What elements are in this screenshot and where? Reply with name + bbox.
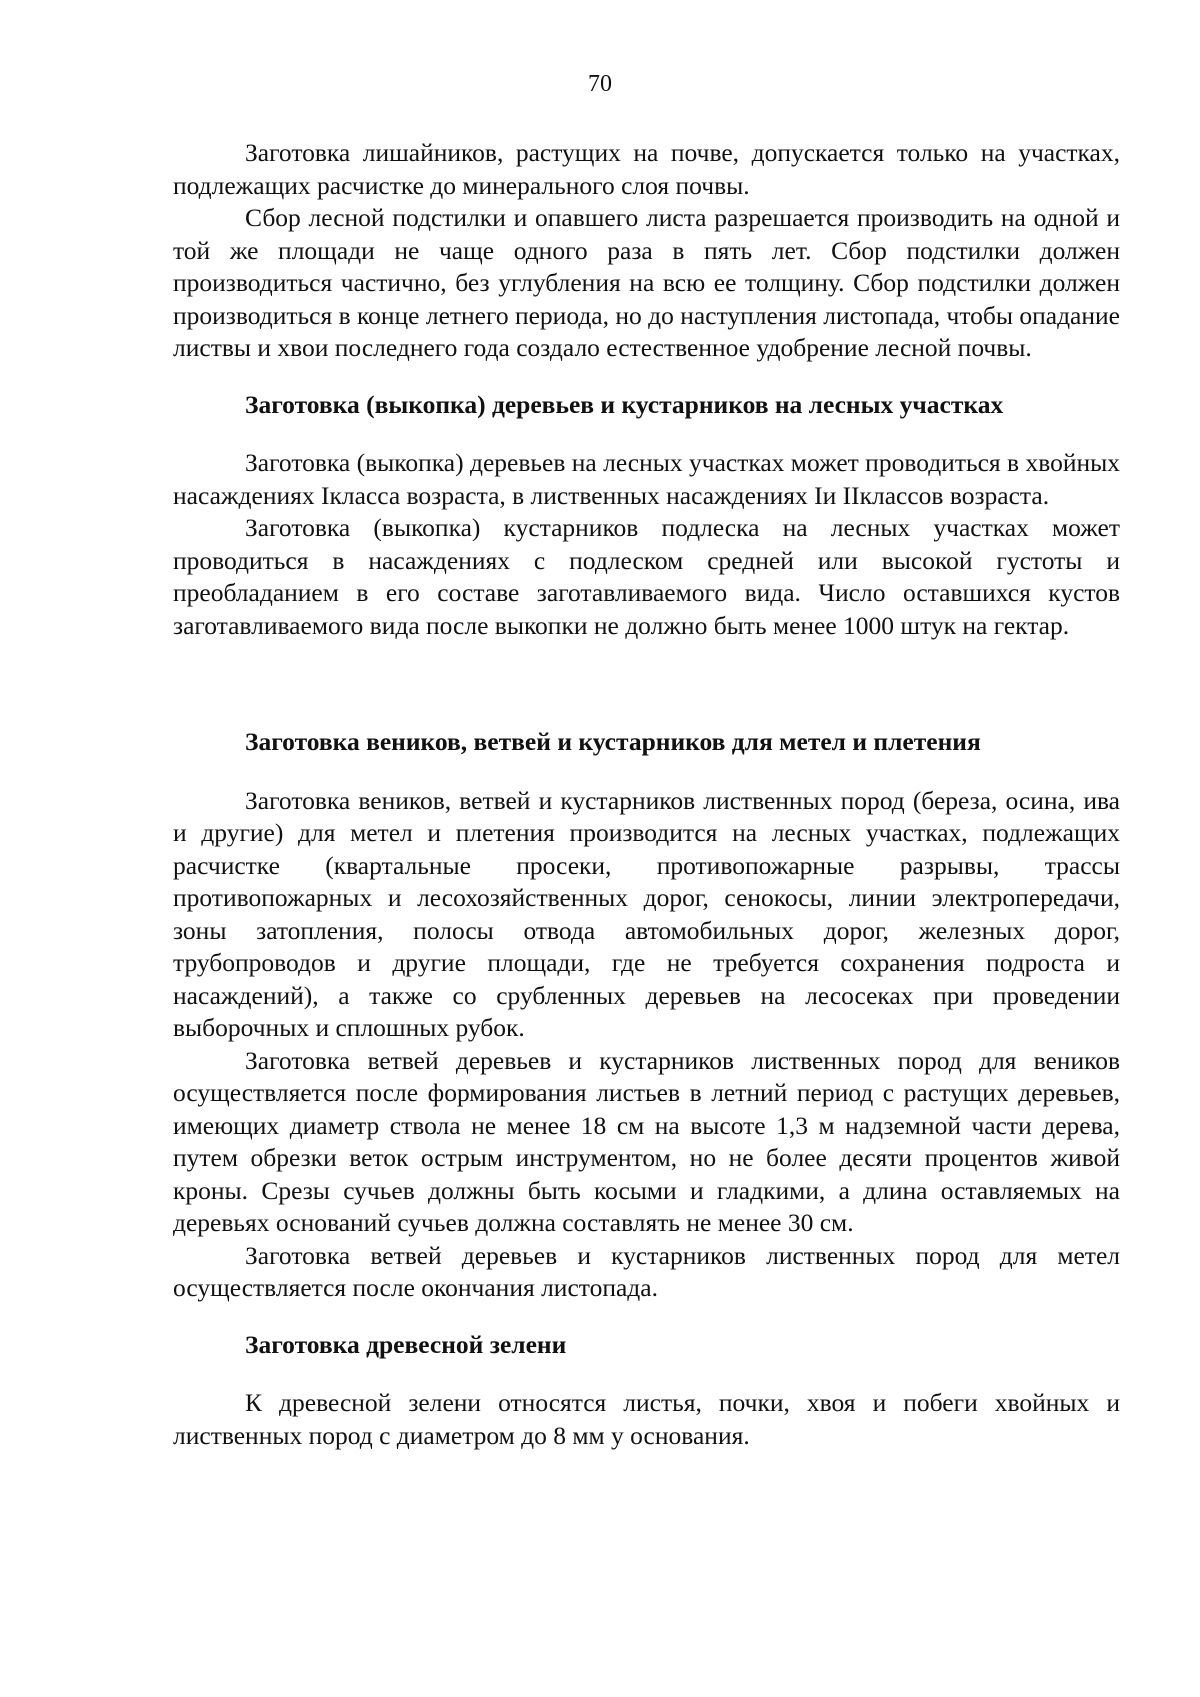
heading-tree-greens: Заготовка древесной зелени <box>245 1329 567 1359</box>
page-number: 70 <box>588 71 612 97</box>
heading-trees-shrubs: Заготовка (выкопка) деревьев и кустарников на лесных участках <box>245 389 1004 419</box>
paragraph-litter: Сбор лесной подстилки и опавшего листа разрешается производить на одной и той же площади не чаще одного раза в пять лет. Сбор подстилки должен производиться частично, без углубления на всю ее толщину. Сбор подстилки должен производиться в конце летнего периода, но до наступления листопада, чтобы опадание листвы и хвои последнего года создало естественное удобрение лесной почвы. <box>173 203 1120 362</box>
paragraph-shrubs-digging: Заготовка (выкопка) кустарников подлеска на лесных участках может проводиться в насаждениях с подлеском средней или высокой густоты и преобладанием в его составе заготавливаемого вида. Число оставшихся кустов заготавливаемого вида после выкопки не должно быть менее 1000 штук на гектар. <box>173 513 1120 640</box>
document-body <box>173 137 1120 1452</box>
paragraph-brooms-areas: Заготовка веников, ветвей и кустарников лиственных пород (береза, осина, ива и другие) для метел и плетения производится на лесных участках, подлежащих расчистке (квартальные просеки, противопожарные разрывы, трассы противопожарных и лесохозяйственных дорог, сенокосы, линии электропередачи, зоны затопления, полосы отвода автомобильных дорог, железных дорог, трубопроводов и другие площади, где не требуется сохранения подроста и насаждений), а также со срубленных деревьев на лесосеках при проведении выборочных и сплошных рубок. <box>173 785 1120 1042</box>
paragraph-tree-greens: К древесной зелени относятся листья, почки, хвоя и побеги хвойных и лиственных пород с диаметром до 8 мм у основания. <box>173 1388 1120 1450</box>
paragraph-lichens: Заготовка лишайников, растущих на почве, допускается только на участках, подлежащих расчистке до минерального слоя почвы. <box>173 138 1120 200</box>
paragraph-brooms-autumn: Заготовка ветвей деревьев и кустарников лиственных пород для метел осуществляется после окончания листопада. <box>173 1240 1120 1302</box>
heading-brooms: Заготовка веников, ветвей и кустарников для метел и плетения <box>245 727 981 756</box>
paragraph-brooms-summer: Заготовка ветвей деревьев и кустарников лиственных пород для веников осуществляется после формирования листьев в летний период с растущих деревьев, имеющих диаметр ствола не менее 18 см на высоте 1,3 м надземной части дерева, путем обрезки веток острым инструментом, но не более десяти процентов живой кроны. Срезы сучьев должны быть косыми и гладкими, а длина оставляемых на деревьях оснований сучьев должна составлять не менее 30 см. <box>173 1045 1120 1237</box>
paragraph-trees-digging: Заготовка (выкопка) деревьев на лесных участках может проводиться в хвойных насаждениях Iкласса возраста, в лиственных насаждениях Iи IIклассов возраста. <box>173 448 1120 510</box>
